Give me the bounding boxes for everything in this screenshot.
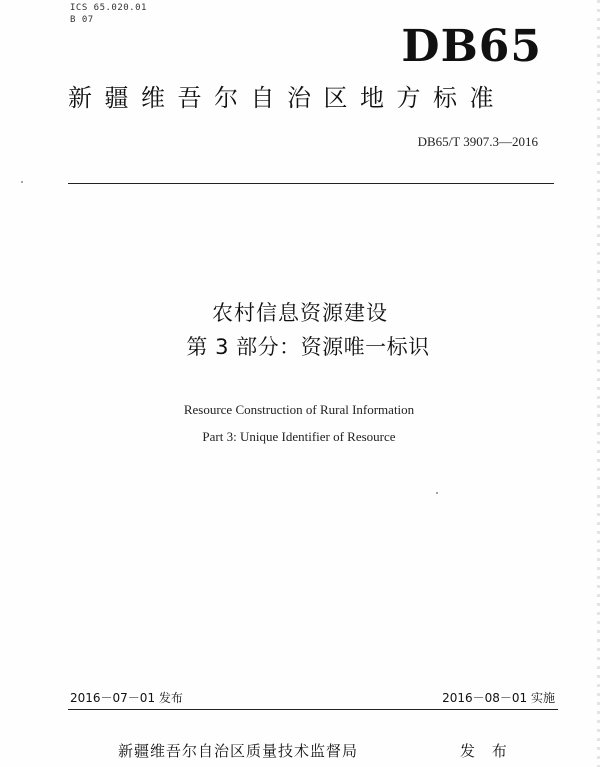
scan-speck [436,492,438,494]
ics-code: ICS 65.020.01 [70,3,147,13]
header-divider [68,183,554,184]
standard-number: DB65/T 3907.3—2016 [417,134,538,149]
issue-date: 2016－07－01 发布 [70,691,183,705]
issue-label: 发 布 [460,742,513,760]
scan-speck [21,181,23,183]
footer-divider [68,709,558,710]
title-chinese-line-1: 农村信息资源建设 [212,301,388,325]
standard-mark: DB65 [401,21,542,72]
implementation-date: 2016－08－01 实施 [442,691,555,705]
title-english-line-2: Part 3: Unique Identifier of Resource [202,429,396,444]
title-chinese-line-2: 第 3 部分：资源唯一标识 [186,335,430,359]
classification-codes [70,2,147,26]
ccs-code: B 07 [70,15,94,25]
issuing-authority: 新疆维吾尔自治区质量技术监督局 [118,742,359,760]
standard-organization-title: 新疆维吾尔自治区地方标准 [68,84,506,112]
title-english-line-1: Resource Construction of Rural Information [183,402,415,417]
